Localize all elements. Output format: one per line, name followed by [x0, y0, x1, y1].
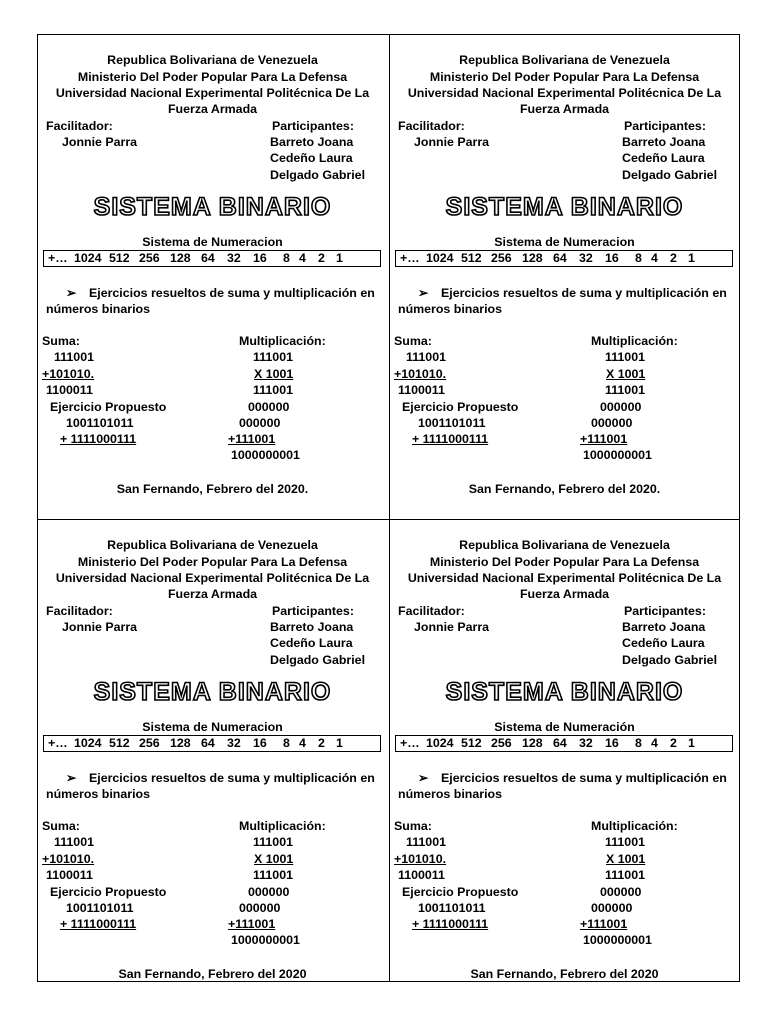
place-value: 128	[522, 736, 543, 750]
header-line: Universidad Nacional Experimental Politécnica De La	[407, 86, 722, 100]
suma-line: 111001	[54, 835, 94, 849]
propuesto-line: 1001101011	[66, 416, 134, 430]
numeracion-box	[43, 250, 381, 267]
header-line: Universidad Nacional Experimental Politécnica De La	[55, 86, 370, 100]
header-line: Universidad Nacional Experimental Politécnica De La	[407, 571, 722, 585]
suma-line: 1100011	[398, 868, 445, 882]
mult-line: 111001	[253, 350, 293, 364]
place-value: 8	[635, 736, 642, 750]
mult-label: Multiplicación:	[591, 819, 678, 833]
mult-line: 111001	[253, 383, 293, 397]
footer-text: San Fernando, Febrero del 2020	[118, 967, 307, 981]
place-value: 1024	[74, 251, 102, 265]
participante-name: Cedeño Laura	[622, 636, 705, 650]
place-value: 64	[553, 736, 567, 750]
facilitador-name: Jonnie Parra	[62, 620, 138, 634]
ejercicios-text-1: Ejercicios resueltos de suma y multiplicación en	[89, 771, 375, 785]
numeracion-box	[395, 250, 733, 267]
place-value: 8	[283, 251, 290, 265]
mult-line: 1000000001	[583, 448, 652, 462]
header-line: Ministerio Del Poder Popular Para La Defensa	[77, 70, 348, 84]
mult-line: X 1001	[254, 852, 294, 866]
place-value: 64	[201, 736, 215, 750]
participante-name: Barreto Joana	[270, 135, 354, 149]
facilitador-label: Facilitador:	[398, 119, 465, 133]
place-value: 4	[651, 736, 658, 750]
mult-label: Multiplicación:	[239, 334, 326, 348]
place-value: 128	[170, 251, 191, 265]
ejercicios-text-2: números binarios	[46, 302, 150, 316]
participantes-label: Participantes:	[624, 119, 706, 133]
facilitador-name: Jonnie Parra	[414, 620, 490, 634]
mult-line: 000000	[600, 885, 642, 899]
propuesto-line: + 1111000111	[412, 432, 489, 446]
participantes-label: Participantes:	[272, 604, 354, 618]
place-value: 256	[491, 251, 512, 265]
place-value: 1	[688, 251, 695, 265]
participante-name: Cedeño Laura	[270, 151, 353, 165]
header-line: Republica Bolivariana de Venezuela	[459, 538, 670, 552]
place-value: 32	[227, 251, 241, 265]
mult-line: 1000000001	[583, 933, 652, 947]
info-card	[389, 519, 740, 1003]
facilitador-label: Facilitador:	[46, 604, 113, 618]
title-outline-text: SISTEMA BINARIO	[93, 193, 332, 221]
suma-label: Suma:	[42, 819, 80, 833]
ejercicios-text-1: Ejercicios resueltos de suma y multiplicación en	[441, 286, 727, 300]
participante-name: Cedeño Laura	[270, 636, 353, 650]
place-value: 1024	[426, 736, 454, 750]
place-value: 512	[461, 251, 482, 265]
mult-line: 000000	[239, 416, 281, 430]
header-line: Ministerio Del Poder Popular Para La Defensa	[77, 555, 348, 569]
info-card	[37, 34, 388, 518]
header-line: Republica Bolivariana de Venezuela	[107, 538, 318, 552]
place-value: +…	[48, 736, 68, 750]
bullet-arrow-icon: ➢	[418, 286, 429, 300]
place-value: 32	[579, 736, 593, 750]
suma-line: 111001	[406, 835, 446, 849]
propuesto-label: Ejercicio Propuesto	[50, 885, 167, 899]
mult-line: X 1001	[254, 367, 294, 381]
facilitador-label: Facilitador:	[46, 119, 113, 133]
ejercicios-text-1: Ejercicios resueltos de suma y multiplicación en	[89, 286, 375, 300]
mult-line: X 1001	[606, 852, 646, 866]
place-value: 4	[299, 251, 306, 265]
propuesto-label: Ejercicio Propuesto	[402, 400, 519, 414]
place-value: 1	[336, 251, 343, 265]
propuesto-label: Ejercicio Propuesto	[402, 885, 519, 899]
place-value: 512	[109, 736, 130, 750]
facilitador-name: Jonnie Parra	[414, 135, 490, 149]
numeracion-box	[43, 735, 381, 752]
propuesto-line: + 1111000111	[60, 432, 137, 446]
mult-line: +111001	[580, 432, 628, 446]
mult-line: 111001	[605, 835, 645, 849]
place-value: 64	[553, 251, 567, 265]
suma-line: +101010.	[42, 852, 95, 866]
header-line: Republica Bolivariana de Venezuela	[459, 53, 670, 67]
place-value: 1	[336, 736, 343, 750]
participante-name: Barreto Joana	[270, 620, 354, 634]
mult-line: 111001	[253, 835, 293, 849]
header-line: Ministerio Del Poder Popular Para La Defensa	[429, 555, 700, 569]
mult-line: +111001	[228, 917, 276, 931]
place-value: 16	[253, 251, 267, 265]
header-line: Fuerza Armada	[519, 102, 610, 116]
ejercicios-text-2: números binarios	[398, 787, 502, 801]
suma-line: +101010.	[394, 367, 447, 381]
suma-line: 1100011	[46, 868, 93, 882]
footer-text: San Fernando, Febrero del 2020	[470, 967, 659, 981]
place-value: 1024	[426, 251, 454, 265]
participante-name: Cedeño Laura	[622, 151, 705, 165]
participante-name: Delgado Gabriel	[270, 653, 366, 667]
place-value: 2	[318, 251, 325, 265]
suma-label: Suma:	[394, 819, 432, 833]
place-value: 4	[299, 736, 306, 750]
place-value: 512	[461, 736, 482, 750]
numeracion-label: Sistema de Numeracion	[494, 235, 635, 249]
mult-label: Multiplicación:	[239, 819, 326, 833]
header-line: Fuerza Armada	[167, 587, 258, 601]
mult-line: 000000	[600, 400, 642, 414]
footer-text: San Fernando, Febrero del 2020.	[116, 482, 309, 496]
place-value: 32	[227, 736, 241, 750]
place-value: 128	[170, 736, 191, 750]
mult-label: Multiplicación:	[591, 334, 678, 348]
suma-line: 1100011	[46, 383, 93, 397]
place-value: 1024	[74, 736, 102, 750]
suma-line: 111001	[54, 350, 94, 364]
bullet-arrow-icon: ➢	[418, 771, 429, 785]
propuesto-line: + 1111000111	[60, 917, 137, 931]
place-value: 16	[253, 736, 267, 750]
place-value: 512	[109, 251, 130, 265]
numeracion-box	[395, 735, 733, 752]
place-value: 1	[688, 736, 695, 750]
propuesto-line: 1001101011	[66, 901, 134, 915]
suma-line: 111001	[406, 350, 446, 364]
mult-line: 000000	[591, 416, 633, 430]
mult-line: 111001	[605, 383, 645, 397]
place-value: 2	[670, 251, 677, 265]
mult-line: 000000	[239, 901, 281, 915]
participantes-label: Participantes:	[272, 119, 354, 133]
propuesto-line: + 1111000111	[412, 917, 489, 931]
header-line: Fuerza Armada	[167, 102, 258, 116]
mult-line: 000000	[248, 885, 290, 899]
mult-line: 000000	[591, 901, 633, 915]
header-line: Fuerza Armada	[519, 587, 610, 601]
header-line: Ministerio Del Poder Popular Para La Defensa	[429, 70, 700, 84]
mult-line: 000000	[248, 400, 290, 414]
numeracion-label: Sistema de Numeracion	[142, 720, 283, 734]
header-line: Republica Bolivariana de Venezuela	[107, 53, 318, 67]
ejercicios-text-1: Ejercicios resueltos de suma y multiplicación en	[441, 771, 727, 785]
bullet-arrow-icon: ➢	[66, 286, 77, 300]
header-line: Universidad Nacional Experimental Politécnica De La	[55, 571, 370, 585]
mult-line: +111001	[580, 917, 628, 931]
place-value: 128	[522, 251, 543, 265]
mult-line: 111001	[605, 350, 645, 364]
suma-line: +101010.	[394, 852, 447, 866]
participante-name: Barreto Joana	[622, 620, 706, 634]
participantes-label: Participantes:	[624, 604, 706, 618]
place-value: 2	[318, 736, 325, 750]
participante-name: Delgado Gabriel	[270, 168, 366, 182]
propuesto-label: Ejercicio Propuesto	[50, 400, 167, 414]
suma-line: 1100011	[398, 383, 445, 397]
facilitador-name: Jonnie Parra	[62, 135, 138, 149]
place-value: +…	[400, 251, 420, 265]
propuesto-line: 1001101011	[418, 416, 486, 430]
suma-label: Suma:	[394, 334, 432, 348]
place-value: 4	[651, 251, 658, 265]
numeracion-label: Sistema de Numeracion	[142, 235, 283, 249]
participante-name: Barreto Joana	[622, 135, 706, 149]
propuesto-line: 1001101011	[418, 901, 486, 915]
footer-text: San Fernando, Febrero del 2020.	[468, 482, 661, 496]
mult-line: +111001	[228, 432, 276, 446]
place-value: 8	[283, 736, 290, 750]
mult-line: X 1001	[606, 367, 646, 381]
participante-name: Delgado Gabriel	[622, 653, 718, 667]
place-value: 2	[670, 736, 677, 750]
mult-line: 1000000001	[231, 933, 300, 947]
numeracion-label: Sistema de Numeración	[494, 720, 635, 734]
title-outline-text: SISTEMA BINARIO	[445, 193, 684, 221]
place-value: 16	[605, 736, 619, 750]
title-outline-text: SISTEMA BINARIO	[445, 678, 684, 706]
place-value: 8	[635, 251, 642, 265]
info-card	[389, 34, 740, 518]
title-outline-text: SISTEMA BINARIO	[93, 678, 332, 706]
info-card	[37, 519, 388, 1003]
place-value: 256	[139, 251, 160, 265]
ejercicios-text-2: números binarios	[46, 787, 150, 801]
place-value: 256	[139, 736, 160, 750]
place-value: +…	[400, 736, 420, 750]
mult-line: 111001	[605, 868, 645, 882]
place-value: 64	[201, 251, 215, 265]
suma-line: +101010.	[42, 367, 95, 381]
ejercicios-text-2: números binarios	[398, 302, 502, 316]
place-value: 256	[491, 736, 512, 750]
place-value: 16	[605, 251, 619, 265]
place-value: +…	[48, 251, 68, 265]
participante-name: Delgado Gabriel	[622, 168, 718, 182]
place-value: 32	[579, 251, 593, 265]
suma-label: Suma:	[42, 334, 80, 348]
mult-line: 1000000001	[231, 448, 300, 462]
bullet-arrow-icon: ➢	[66, 771, 77, 785]
mult-line: 111001	[253, 868, 293, 882]
facilitador-label: Facilitador:	[398, 604, 465, 618]
